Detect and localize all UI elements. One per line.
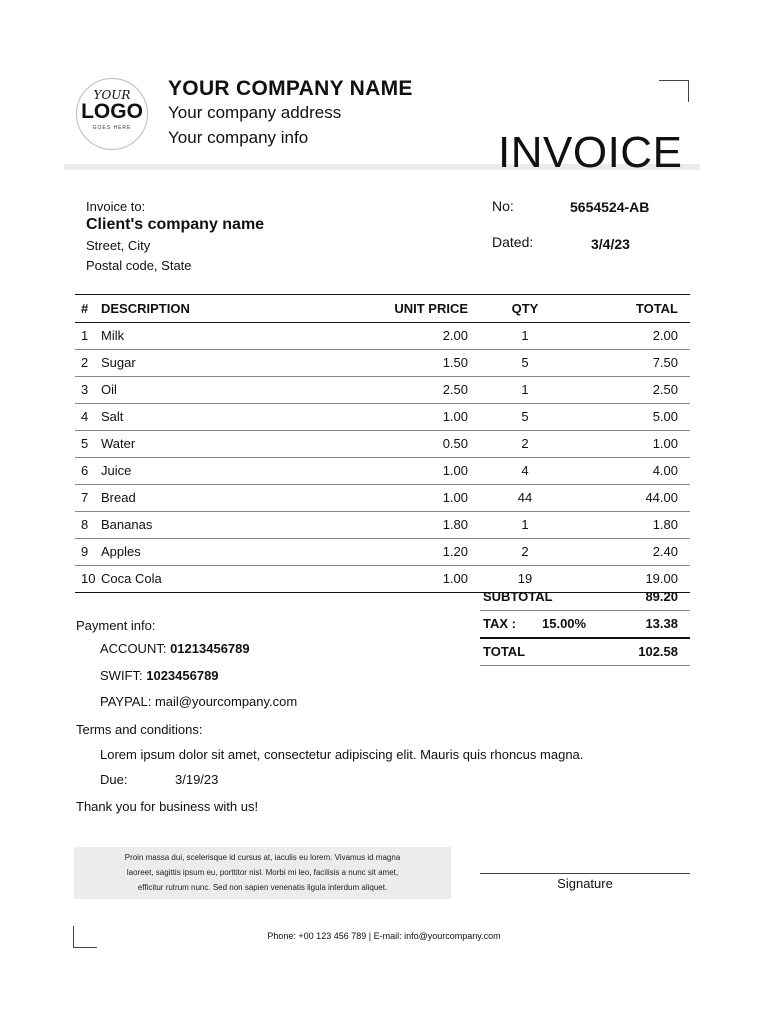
terms-text: Lorem ipsum dolor sit amet, consectetur adipiscing elit. Mauris quis rhoncus magna. [100,747,584,762]
table-row [75,377,690,404]
row-total: 4.00 [652,463,678,478]
table-row [75,458,690,485]
tax-label: TAX : [483,616,516,631]
table-row [75,350,690,377]
row-qty: 2 [521,544,529,559]
row-qty: 19 [517,571,533,586]
table-row [75,512,690,539]
tax-row [480,611,690,639]
account-value: 01213456789 [170,641,250,656]
row-unit-price: 2.00 [442,328,468,343]
row-qty: 5 [521,355,529,370]
crop-mark-top-right [688,80,689,102]
row-description: Coca Cola [101,571,162,586]
row-unit-price: 2.50 [442,382,468,397]
items-table [75,294,690,593]
table-row [75,431,690,458]
row-total: 7.50 [652,355,678,370]
row-number: 4 [81,409,89,424]
company-address: Your company address [168,103,342,122]
row-number: 7 [81,490,89,505]
row-qty: 2 [521,436,529,451]
contact-footer: Phone: +00 123 456 789 | E-mail: info@yourcompany.com [267,931,501,941]
row-description: Bread [101,490,136,505]
terms-label: Terms and conditions: [76,722,203,737]
payment-paypal [100,694,297,709]
row-total: 5.00 [652,409,678,424]
payment-swift [100,668,219,683]
row-number: 1 [81,328,89,343]
row-unit-price: 1.80 [442,517,468,532]
row-total: 2.00 [652,328,678,343]
crop-mark-top-right [659,80,689,81]
header-number: # [81,301,89,316]
paypal-label: PAYPAL: [100,694,152,709]
paypal-value: mail@yourcompany.com [154,694,298,709]
row-unit-price: 1.00 [442,490,468,505]
invoice-date-label: Dated: [492,234,534,250]
logo-your-text: YOUR [93,88,131,102]
header-description: DESCRIPTION [101,301,190,316]
table-row [75,323,690,350]
row-description: Sugar [101,355,136,370]
row-qty: 1 [521,328,529,343]
row-number: 6 [81,463,89,478]
signature-label: Signature [557,876,613,891]
tax-rate: 15.00% [542,616,587,631]
totals-block [480,584,690,666]
row-description: Juice [101,463,132,478]
note-line: Proin massa dui, scelerisque id cursus at, iaculis eu lorem. Vivamus id magna [124,853,401,862]
row-description: Apples [101,544,141,559]
row-number: 10 [81,571,96,586]
swift-label: SWIFT: [100,668,143,683]
client-name: Client's company name [86,216,265,233]
company-logo [76,78,148,150]
footer-note-box [74,847,451,899]
row-unit-price: 0.50 [442,436,468,451]
row-description: Oil [101,382,117,397]
invoice-title: INVOICE [498,128,683,177]
row-description: Water [101,436,136,451]
row-description: Milk [101,328,125,343]
row-unit-price: 1.20 [442,544,468,559]
row-description: Salt [101,409,124,424]
row-total: 44.00 [645,490,678,505]
invoice-number-value: 5654524-AB [570,199,650,215]
signature-line [480,873,690,874]
row-number: 8 [81,517,89,532]
row-unit-price: 1.00 [442,463,468,478]
table-header [75,294,690,323]
subtotal-label: SUBTOTAL [483,589,553,604]
table-row [75,539,690,566]
row-total: 1.80 [652,517,678,532]
logo-text: LOGO [81,100,143,123]
invoice-date-value: 3/4/23 [591,236,630,252]
row-qty: 5 [521,409,529,424]
logo-tagline: GOES HERE [92,125,132,131]
crop-mark-bottom-left [73,947,97,948]
payment-info-label: Payment info: [76,618,156,633]
client-street: Street, City [86,238,151,253]
row-number: 9 [81,544,89,559]
row-total: 19.00 [645,571,678,586]
row-unit-price: 1.00 [442,409,468,424]
table-row [75,485,690,512]
due-value: 3/19/23 [175,772,219,787]
header-qty: QTY [511,301,539,316]
payment-account [100,641,250,656]
total-row [480,639,690,666]
subtotal-value: 89.20 [645,589,678,604]
subtotal-row [480,584,690,611]
company-name: YOUR COMPANY NAME [168,77,413,100]
invoice-number-label: No: [492,198,514,214]
row-total: 1.00 [652,436,678,451]
header-total: TOTAL [635,301,678,316]
row-number: 5 [81,436,89,451]
client-postal: Postal code, State [86,258,192,273]
row-unit-price: 1.50 [442,355,468,370]
row-qty: 1 [521,517,529,532]
row-qty: 4 [521,463,529,478]
row-total: 2.50 [652,382,678,397]
tax-value: 13.38 [645,616,678,631]
total-value: 102.58 [638,644,678,659]
row-qty: 44 [517,490,533,505]
swift-value: 1023456789 [146,668,219,683]
row-number: 2 [81,355,89,370]
table-row [75,404,690,431]
note-line: laoreet, sagittis ipsum eu, porttitor nisl. Morbi mi leo, facilisis a nunc sit amet, [126,868,399,877]
thank-you-note: Thank you for business with us! [76,799,259,814]
account-label: ACCOUNT: [100,641,167,656]
note-line: efficitur rutrum nunc. Sed non sapien venenatis ligula interdum aliquet. [137,883,388,892]
row-description: Bananas [101,517,153,532]
header-unit-price: UNIT PRICE [394,301,468,316]
total-label: TOTAL [483,644,526,659]
company-info: Your company info [168,128,309,147]
row-number: 3 [81,382,89,397]
invoice-to-label: Invoice to: [86,199,146,214]
due-label: Due: [100,772,128,787]
row-qty: 1 [521,382,529,397]
row-total: 2.40 [652,544,678,559]
row-unit-price: 1.00 [442,571,468,586]
